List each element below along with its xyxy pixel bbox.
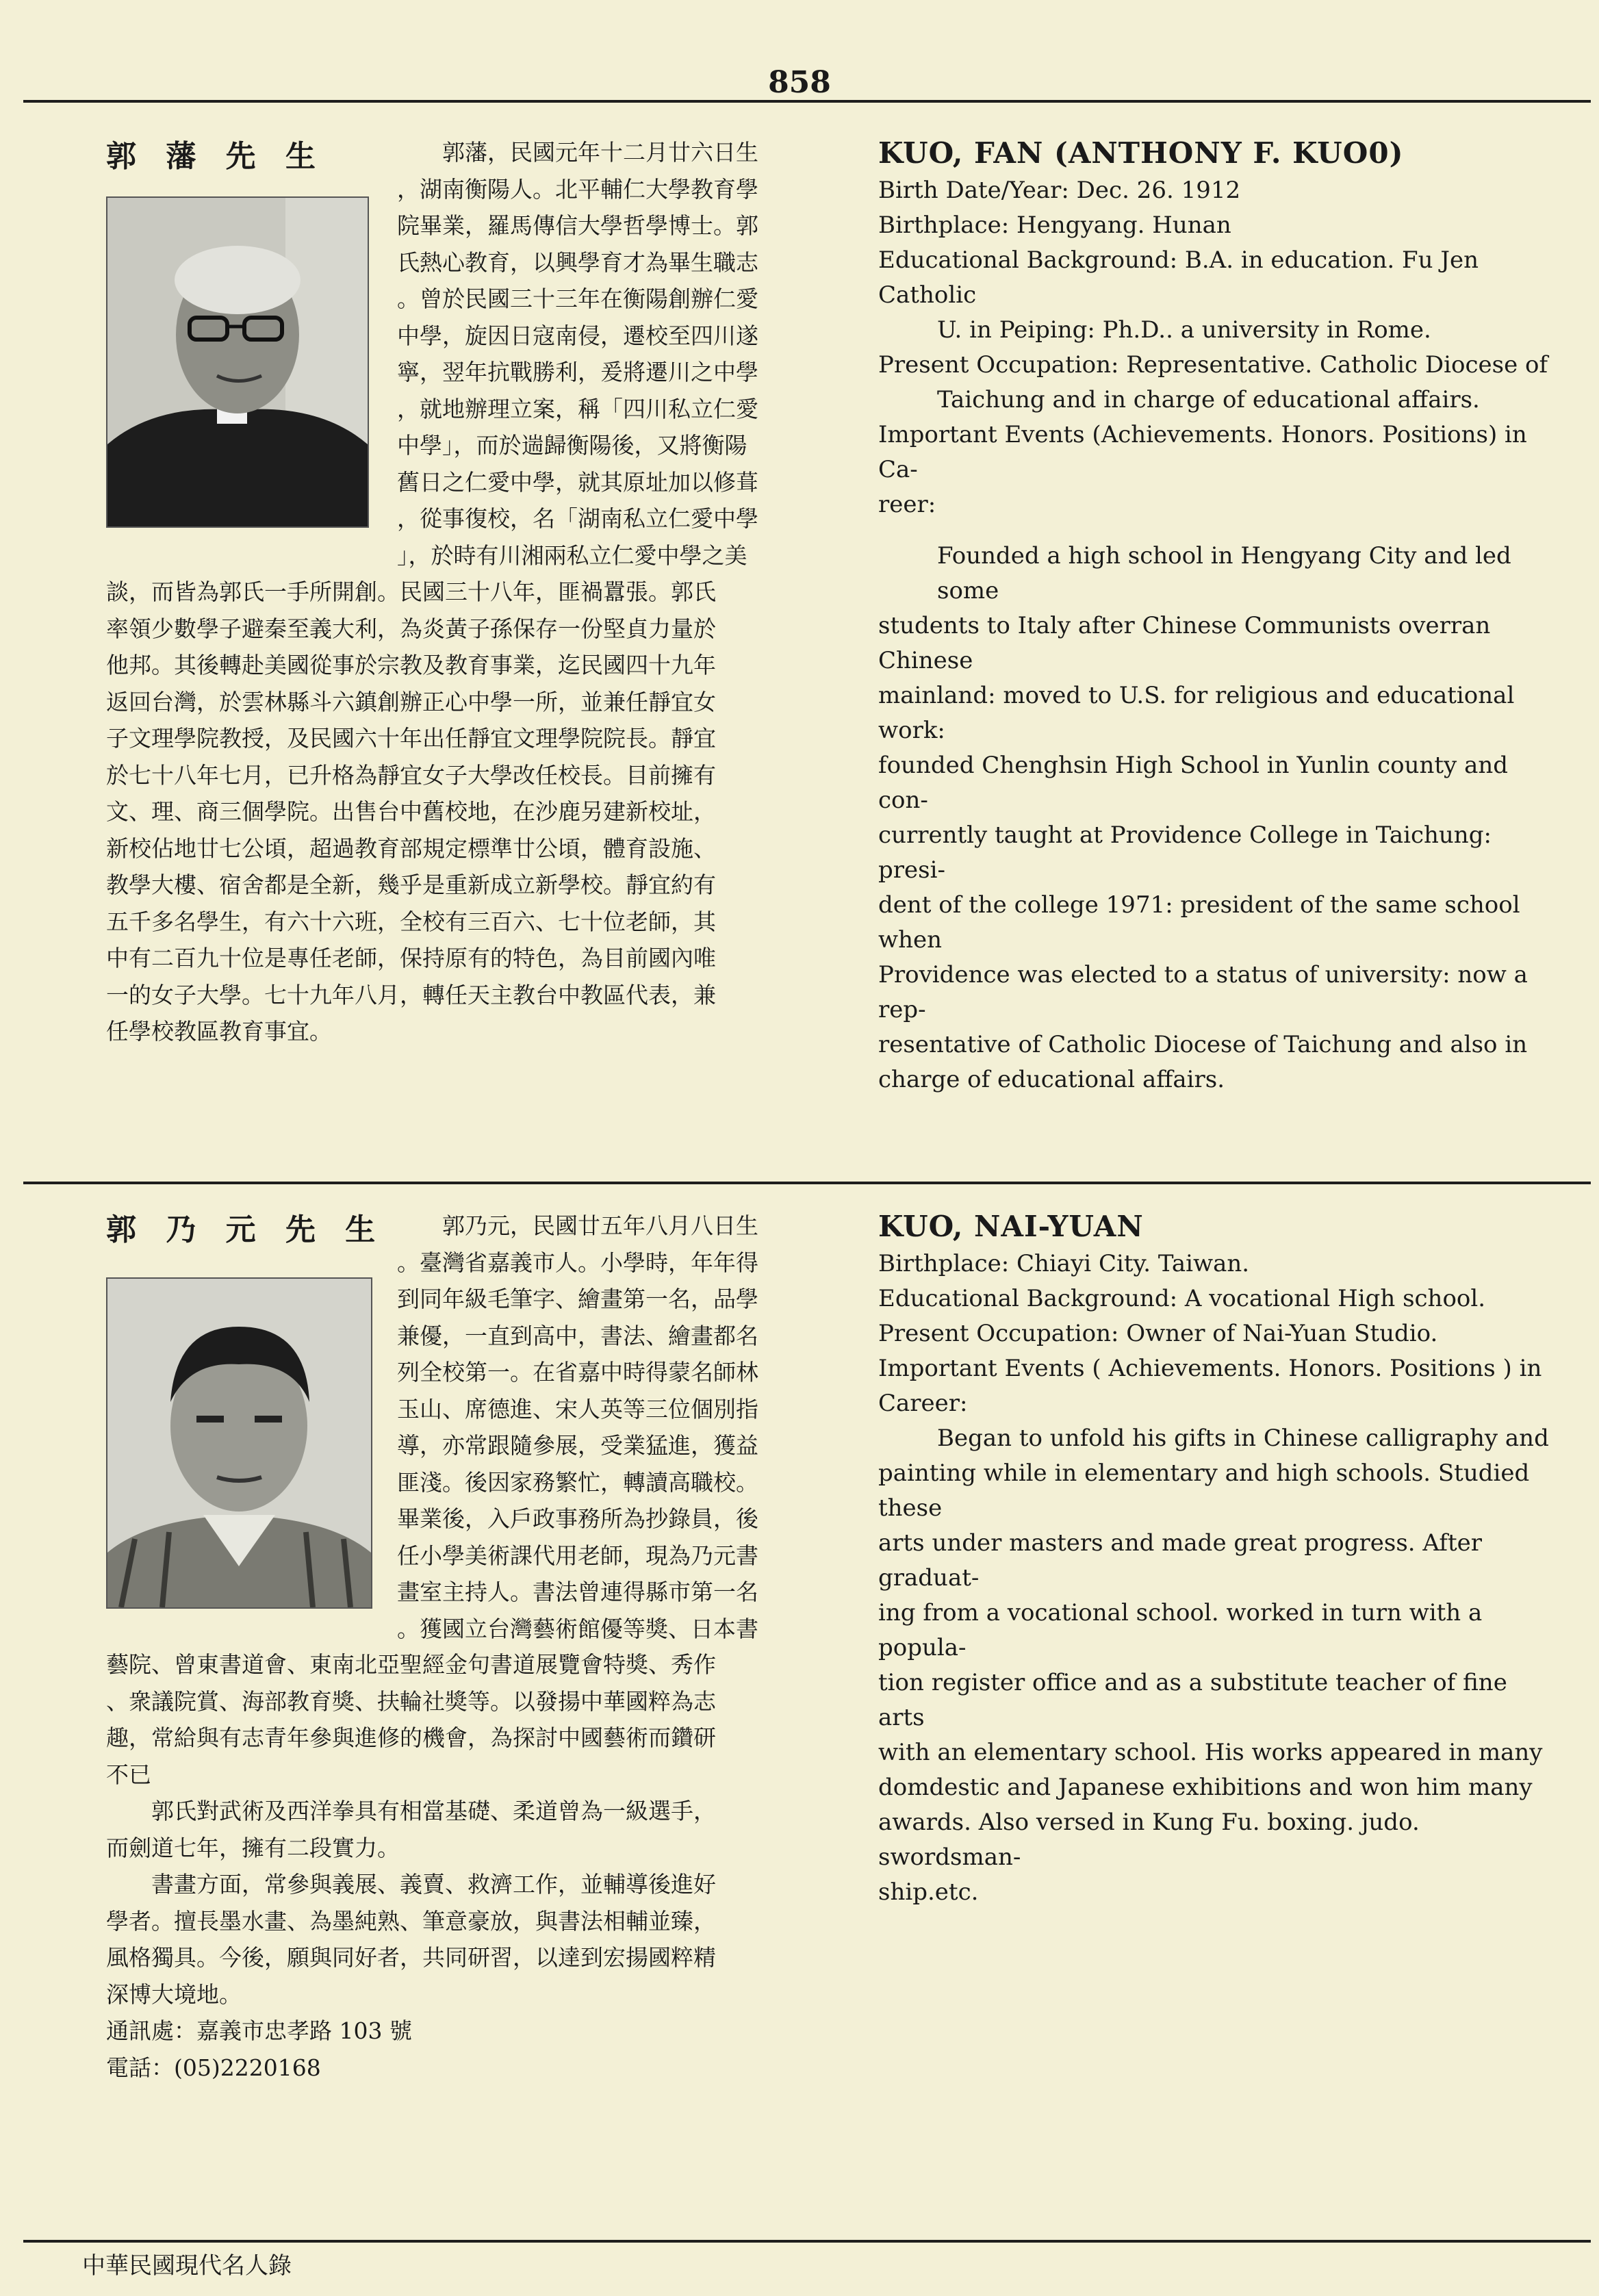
- entry-2-en-name: KUO, NAI-YUAN: [878, 1210, 1144, 1243]
- cn-bio-line: ，從事復校，名「湖南私立仁愛中學: [397, 505, 758, 532]
- contact-address: 通訊處：嘉義市忠孝路 103 號: [106, 2017, 412, 2044]
- en-para-line: ship.etc.: [878, 1878, 979, 1906]
- top-rule: [23, 100, 1591, 103]
- en-para-line: domdestic and Japanese exhibitions and won him many: [878, 1774, 1533, 1801]
- cn-bio-line: 任學校教區教育事宜。: [106, 1018, 332, 1045]
- cn-bio-line: 導，亦常跟隨參展，受業猛進，獲益: [397, 1432, 758, 1459]
- cn-bio-line: 一的女子大學。七十九年八月，轉任天主教台中教區代表，兼: [106, 981, 716, 1008]
- cn-bio-line: 舊日之仁愛中學，就其原址加以修葺: [397, 468, 758, 496]
- en-para-line: dent of the college 1971: president of the same school when: [878, 891, 1520, 954]
- cn-bio-line: 玉山、席德進、宋人英等三位個別指: [397, 1395, 758, 1423]
- cn-bio-line: 郭藩，民國元年十二月廿六日生: [442, 139, 758, 166]
- bottom-rule: [23, 2240, 1591, 2243]
- cn-bio-line: 率領少數學子避秦至義大利，為炎黃子孫保存一份堅貞力量於: [106, 615, 716, 642]
- en-para-line: students to Italy after Chinese Communists overran Chinese: [878, 612, 1491, 674]
- en-row: Birthplace: Chiayi City. Taiwan.: [878, 1250, 1250, 1277]
- cn-bio-line: 返回台灣，於雲林縣斗六鎮創辦正心中學一所，並兼任靜宜女: [106, 688, 716, 715]
- cn-bio-line: 文、理、商三個學院。出售台中舊校地，在沙鹿另建新校址，: [106, 798, 716, 825]
- en-para-line: currently taught at Providence College in Taichung: presi-: [878, 821, 1492, 884]
- en-para-line: ing from a vocational school. worked in turn with a popula-: [878, 1599, 1483, 1661]
- en-para-line: Began to unfold his gifts in Chinese calligraphy and: [937, 1425, 1549, 1452]
- cn-bio-line: 深博大境地。: [106, 1980, 242, 2008]
- en-para-line: arts under masters and made great progress. After graduat-: [878, 1529, 1482, 1592]
- cn-bio-line: 子文理學院教授，及民國六十年出任靜宜文理學院院長。靜宜: [106, 725, 716, 752]
- en-row: Present Occupation: Owner of Nai-Yuan Studio.: [878, 1320, 1438, 1347]
- cn-bio-line: 學者。擅長墨水畫、為墨純熟、筆意豪放，與書法相輔並臻，: [106, 1907, 716, 1935]
- cn-bio-line: 兼優，一直到高中，書法、繪畫都名: [397, 1322, 758, 1349]
- portrait-priest-icon: [107, 198, 368, 526]
- entry-2-cn-name: 郭 乃 元 先 生: [106, 1212, 385, 1247]
- en-row: Educational Background: B.A. in education. Fu Jen Catholic: [878, 246, 1479, 309]
- cn-bio-line: 、衆議院賞、海部教育獎、扶輪社獎等。以發揚中華國粹為志: [106, 1687, 716, 1715]
- cn-bio-line: 於七十八年七月，已升格為靜宜女子大學改任校長。目前擁有: [106, 761, 716, 789]
- cn-bio-line: 中學」，而於遄歸衡陽後，又將衡陽: [397, 432, 747, 459]
- cn-bio-line: 新校佔地廿七公頃，超過教育部規定標準廿公頃，體育設施、: [106, 834, 716, 862]
- en-row: Present Occupation: Representative. Catholic Diocese of: [878, 351, 1548, 379]
- cn-bio-line: 五千多名學生，有六十六班，全校有三百六、七十位老師，其: [106, 908, 716, 935]
- en-para-line: Founded a high school in Hengyang City and led some: [937, 542, 1511, 604]
- cn-bio-line: 不已: [106, 1761, 151, 1788]
- cn-bio-line: 。臺灣省嘉義市人。小學時，年年得: [397, 1249, 758, 1276]
- cn-bio-line: 談，而皆為郭氏一手所開創。民國三十八年，匪禍囂張。郭氏: [106, 578, 716, 605]
- portrait-man-icon: [107, 1279, 371, 1607]
- en-para-line: charge of educational affairs.: [878, 1066, 1225, 1093]
- entry-1-photo: [106, 196, 369, 528]
- en-para-line: Providence was elected to a status of university: now a rep-: [878, 961, 1528, 1023]
- cn-bio-line: 中學，旋因日寇南侵，遷校至四川遂: [397, 322, 758, 349]
- cn-bio-line: 教學大樓、宿舍都是全新，幾乎是重新成立新學校。靜宜約有: [106, 871, 716, 898]
- cn-bio-line: 畢業後，入戶政事務所為抄錄員，後: [397, 1505, 758, 1532]
- middle-rule: [23, 1182, 1591, 1184]
- en-para-line: with an elementary school. His works appeared in many: [878, 1739, 1543, 1766]
- en-row: Taichung and in charge of educational affairs.: [937, 386, 1480, 413]
- entry-2-en-block: [878, 1209, 1556, 1910]
- en-row: Career:: [878, 1390, 968, 1417]
- cn-bio-line: 藝院、曾東書道會、東南北亞聖經金句書道展覽會特獎、秀作: [106, 1651, 716, 1678]
- cn-bio-line: 氏熱心教育，以興學育才為畢生職志: [397, 248, 758, 276]
- en-para-line: painting while in elementary and high schools. Studied these: [878, 1459, 1530, 1522]
- en-row: Important Events ( Achievements. Honors. Positions ) in: [878, 1355, 1542, 1382]
- cn-bio-line: 而劍道七年，擁有二段實力。: [106, 1834, 400, 1861]
- entry-1-cn-name: 郭 藩 先 生: [106, 139, 325, 174]
- en-row: reer:: [878, 491, 936, 518]
- cn-bio-line: 他邦。其後轉赴美國從事於宗教及教育事業，迄民國四十九年: [106, 652, 716, 678]
- en-para-line: tion register office and as a substitute teacher of fine arts: [878, 1669, 1507, 1731]
- cn-bio-line: 院畢業，羅馬傳信大學哲學博士。郭: [397, 212, 758, 239]
- en-row: Educational Background: A vocational High school.: [878, 1285, 1486, 1312]
- entry-2-cn-bio-right: [397, 1208, 808, 1647]
- entry-1-en-block: [878, 136, 1556, 1097]
- en-row: U. in Peiping: Ph.D.. a university in Rome.: [937, 316, 1431, 344]
- cn-bio-line: ，湖南衡陽人。北平輔仁大學教育學: [397, 175, 758, 203]
- en-row: Important Events (Achievements. Honors. Positions) in Ca-: [878, 421, 1527, 483]
- cn-bio-line: 列全校第一。在省嘉中時得蒙名師林: [397, 1359, 758, 1386]
- cn-bio-line: 。曾於民國三十三年在衡陽創辦仁愛: [397, 285, 758, 312]
- entry-2-cn-bio-full: [106, 1646, 811, 2086]
- contact-phone: 電話：(05)2220168: [106, 2054, 321, 2081]
- en-para-line: founded Chenghsin High School in Yunlin county and con-: [878, 752, 1509, 814]
- book-title-footer: 中華民國現代名人錄: [82, 2252, 292, 2280]
- en-row: Birth Date/Year: Dec. 26. 1912: [878, 177, 1241, 204]
- en-para-line: mainland: moved to U.S. for religious and educational work:: [878, 682, 1515, 744]
- cn-bio-line: ，就地辦理立案，稱「四川私立仁愛: [397, 395, 758, 422]
- en-para-line: resentative of Catholic Diocese of Taichung and also in: [878, 1031, 1528, 1058]
- entry-1-cn-bio-right: [397, 134, 808, 574]
- cn-bio-line: 」，於時有川湘兩私立仁愛中學之美: [397, 541, 747, 569]
- cn-bio-line: 風格獨具。今後，願與同好者，共同研習，以達到宏揚國粹精: [106, 1944, 716, 1971]
- cn-bio-line: 書畫方面，常參與義展、義賣、救濟工作，並輔導後進好: [106, 1871, 716, 1898]
- entry-2-photo: [106, 1277, 372, 1609]
- cn-bio-line: 趣，常給與有志青年參與進修的機會，為探討中國藝術而鑽研: [106, 1724, 716, 1751]
- cn-bio-line: 匪淺。後因家務繁忙，轉讀高職校。: [397, 1468, 758, 1496]
- cn-bio-line: 任小學美術課代用老師，現為乃元書: [397, 1542, 758, 1569]
- entry-1-cn-bio-full: [106, 574, 811, 1050]
- cn-bio-line: 到同年級毛筆字、繪畫第一名，品學: [397, 1286, 758, 1312]
- cn-bio-line: 。獲國立台灣藝術館優等獎、日本書: [397, 1615, 758, 1642]
- cn-bio-line: 中有二百九十位是專任老師，保持原有的特色，為目前國內唯: [106, 945, 716, 971]
- cn-bio-line: 畫室主持人。書法曾連得縣市第一名: [397, 1579, 758, 1605]
- cn-bio-line: 寧，翌年抗戰勝利，爰將遷川之中學: [397, 359, 758, 385]
- en-row: Birthplace: Hengyang. Hunan: [878, 212, 1231, 239]
- cn-bio-line: 郭氏對武術及西洋拳具有相當基礎、柔道曾為一級選手，: [106, 1798, 716, 1824]
- entry-1-en-name: KUO, FAN (ANTHONY F. KUO0): [878, 136, 1404, 170]
- page-number: 858: [768, 65, 831, 100]
- en-para-line: awards. Also versed in Kung Fu. boxing. judo. swordsman-: [878, 1809, 1420, 1871]
- cn-bio-line: 郭乃元，民國廿五年八月八日生: [442, 1212, 758, 1239]
